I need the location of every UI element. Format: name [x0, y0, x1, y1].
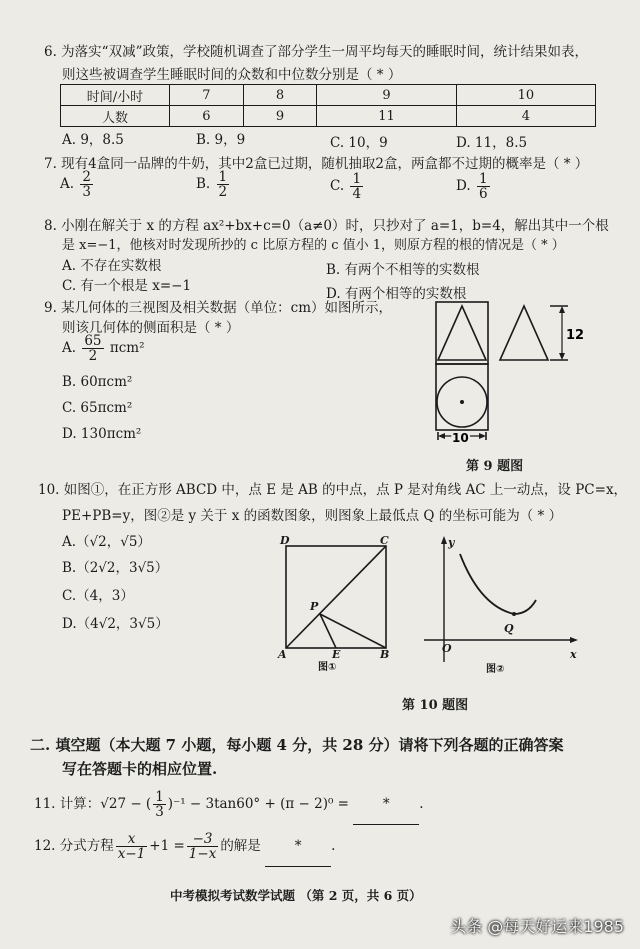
- q12-answer-blank: *: [265, 826, 331, 867]
- q9-stem-line2: 则该几何体的侧面积是（ * ）: [62, 320, 240, 336]
- function-curve: [460, 554, 536, 614]
- arrow-head: [479, 433, 486, 439]
- fraction-numerator: 1: [155, 788, 164, 805]
- q6-option-c: C. 10，9: [330, 135, 388, 151]
- fraction-denominator: 3: [82, 184, 91, 201]
- segment-pe: [320, 614, 336, 648]
- q11-suffix: )⁻¹ − 3tan60° + (π − 2)⁰ =: [167, 796, 349, 812]
- q9-option-c: C. 65πcm²: [62, 400, 133, 416]
- axis-label-x: x: [570, 648, 577, 661]
- q10-figure-caption: 第 10 题图: [402, 698, 469, 713]
- q11: [34, 784, 424, 825]
- q8-stem-line1: 8. 小刚在解关于 x 的方程 ax²+bx+c=0（a≠0）时，只抄对了 a=1，b=4，解出其中一个根: [44, 218, 609, 234]
- q7-stem: 7. 现有4盒同一品牌的牛奶，其中2盒已过期，随机抽取2盒，两盒都不过期的概率是（ * ）: [44, 156, 589, 172]
- fraction-numerator: 1: [352, 171, 362, 187]
- section2-heading-line2: 写在答题卡的相应位置.: [62, 760, 218, 778]
- table-cell: 8: [243, 85, 317, 106]
- vertex-label-d: D: [280, 534, 290, 547]
- fraction-denominator: x−1: [117, 846, 146, 862]
- fraction-denominator: 6: [478, 186, 488, 203]
- option-label: C.: [330, 178, 345, 195]
- fraction-numerator: −3: [187, 832, 219, 847]
- table-row: [61, 106, 596, 127]
- q12-prefix: 12. 分式方程: [34, 838, 114, 854]
- q7-option-b: [196, 170, 231, 199]
- point-label-e: E: [332, 648, 341, 661]
- table-cell: 4: [456, 106, 595, 127]
- q10-option-c: C.（4，3）: [62, 588, 134, 604]
- table-cell: 10: [456, 85, 595, 106]
- table-cell: 9: [317, 85, 456, 106]
- fraction-denominator: 1−x: [188, 846, 217, 862]
- circle-center-dot: [460, 400, 464, 404]
- q11-prefix: 11. 计算：√27 − (: [34, 796, 152, 812]
- q12-period: .: [331, 838, 336, 854]
- q12-mid: +1 =: [149, 838, 185, 854]
- point-label-q: Q: [504, 622, 514, 635]
- arrow-head: [559, 306, 565, 313]
- unit-text: πcm²: [109, 340, 145, 357]
- fraction-denominator: 2: [218, 184, 228, 201]
- q6-stem-line2: 则这些被调查学生睡眠时间的众数和中位数分别是（ * ）: [62, 67, 402, 83]
- figure-2-label: 图②: [486, 664, 505, 674]
- page-footer: 中考模拟考试数学试题 （第 2 页，共 6 页）: [170, 888, 422, 903]
- arrow-head: [438, 433, 445, 439]
- table-row: [61, 85, 596, 106]
- fraction-denominator: 3: [155, 804, 164, 820]
- origin-label-o: O: [442, 642, 452, 655]
- fraction-numerator: x: [116, 832, 148, 847]
- q9-three-view-figure: [420, 296, 590, 446]
- q10-option-d: D.（4√2，3√5）: [62, 616, 169, 632]
- fraction-numerator: 1: [478, 171, 488, 187]
- fraction-numerator: 2: [82, 169, 91, 185]
- option-label: A.: [62, 340, 77, 357]
- fraction-numerator: 1: [218, 169, 228, 185]
- q6-option-d: D. 11，8.5: [456, 135, 528, 151]
- q7-option-a: [60, 170, 95, 199]
- section2-heading-line1: 二. 填空题（本大题 7 小题，每小题 4 分，共 28 分）请将下列各题的正确答案: [30, 736, 564, 754]
- q12-suffix: 的解是: [220, 838, 261, 854]
- q10-figure-2-graph: [424, 534, 584, 674]
- figure-1-label: 图①: [318, 662, 337, 673]
- front-view-triangle: [438, 306, 486, 360]
- arrow-head: [441, 536, 447, 544]
- q8-option-a: A. 不存在实数根: [62, 258, 162, 274]
- q12: [34, 826, 335, 867]
- q8-option-c: C. 有一个根是 x=−1: [62, 278, 192, 294]
- q8-option-b: B. 有两个不相等的实数根: [326, 262, 480, 278]
- q10-figure-1-square: [276, 534, 396, 674]
- table-header-cell: 人数: [61, 106, 170, 127]
- q10-option-b: B.（2√2，3√5）: [62, 560, 169, 576]
- q7-option-d: [456, 172, 492, 201]
- q10-option-a: A.（√2，√5）: [62, 534, 151, 550]
- q9-figure-caption: 第 9 题图: [466, 459, 524, 474]
- q10-stem-line2: PE+PB=y，图②是 y 关于 x 的函数图象，则图象上最低点 Q 的坐标可能为（ * ）: [62, 508, 563, 524]
- table-cell: 7: [170, 85, 244, 106]
- vertex-label-c: C: [380, 534, 389, 547]
- q9-option-a: [62, 334, 144, 363]
- vertex-label-b: B: [380, 648, 390, 661]
- q7-option-c: [330, 172, 365, 201]
- watermark: 头条 @每天好运来1985: [450, 917, 624, 936]
- q11-answer-blank: *: [353, 784, 419, 825]
- q6-option-a: A. 9，8.5: [62, 132, 124, 148]
- axis-label-y: y: [448, 536, 455, 549]
- option-label: B.: [196, 176, 211, 193]
- q9-stem-line1: 9. 某几何体的三视图及相关数据（单位：cm）如图所示，: [44, 300, 393, 316]
- q6-sleep-table: [60, 84, 596, 127]
- arrow-head: [570, 637, 578, 643]
- fraction-numerator: 65: [84, 333, 102, 349]
- vertex-label-a: A: [278, 648, 287, 661]
- q10-stem-line1: 10. 如图①，在正方形 ABCD 中，点 E 是 AB 的中点，点 P 是对角线 AC 上一动点，设 PC=x，: [38, 482, 628, 498]
- table-cell: 6: [170, 106, 244, 127]
- q8-stem-line2: 是 x=−1，他核对时发现所抄的 c 比原方程的 c 值小 1，则原方程的根的情况是（ * ）: [62, 238, 565, 253]
- q8-option-d: D. 有两个相等的实数根: [326, 286, 467, 302]
- side-view-triangle: [500, 306, 548, 360]
- q9-option-d: D. 130πcm²: [62, 426, 142, 442]
- q9-option-b: B. 60πcm²: [62, 374, 133, 390]
- table-cell: 11: [317, 106, 456, 127]
- option-label: D.: [456, 178, 471, 195]
- q6-option-b: B. 9，9: [196, 132, 246, 148]
- width-label: 10: [452, 431, 469, 445]
- segment-pb: [320, 614, 386, 648]
- point-label-p: P: [310, 600, 319, 613]
- q11-period: .: [419, 796, 424, 812]
- point-q-dot: [512, 612, 516, 616]
- front-view-frame: [436, 302, 488, 364]
- option-label: A.: [60, 176, 75, 193]
- table-cell: 9: [243, 106, 317, 127]
- height-label: 12: [566, 328, 585, 343]
- fraction-denominator: 2: [88, 348, 98, 365]
- arrow-head: [559, 353, 565, 360]
- fraction-denominator: 4: [352, 186, 362, 203]
- table-header-cell: 时间/小时: [61, 85, 170, 106]
- q6-stem-line1: 6. 为落实“双减”政策，学校随机调查了部分学生一周平均每天的睡眠时间，统计结果如表，: [44, 44, 588, 60]
- diagonal-ac: [286, 546, 386, 648]
